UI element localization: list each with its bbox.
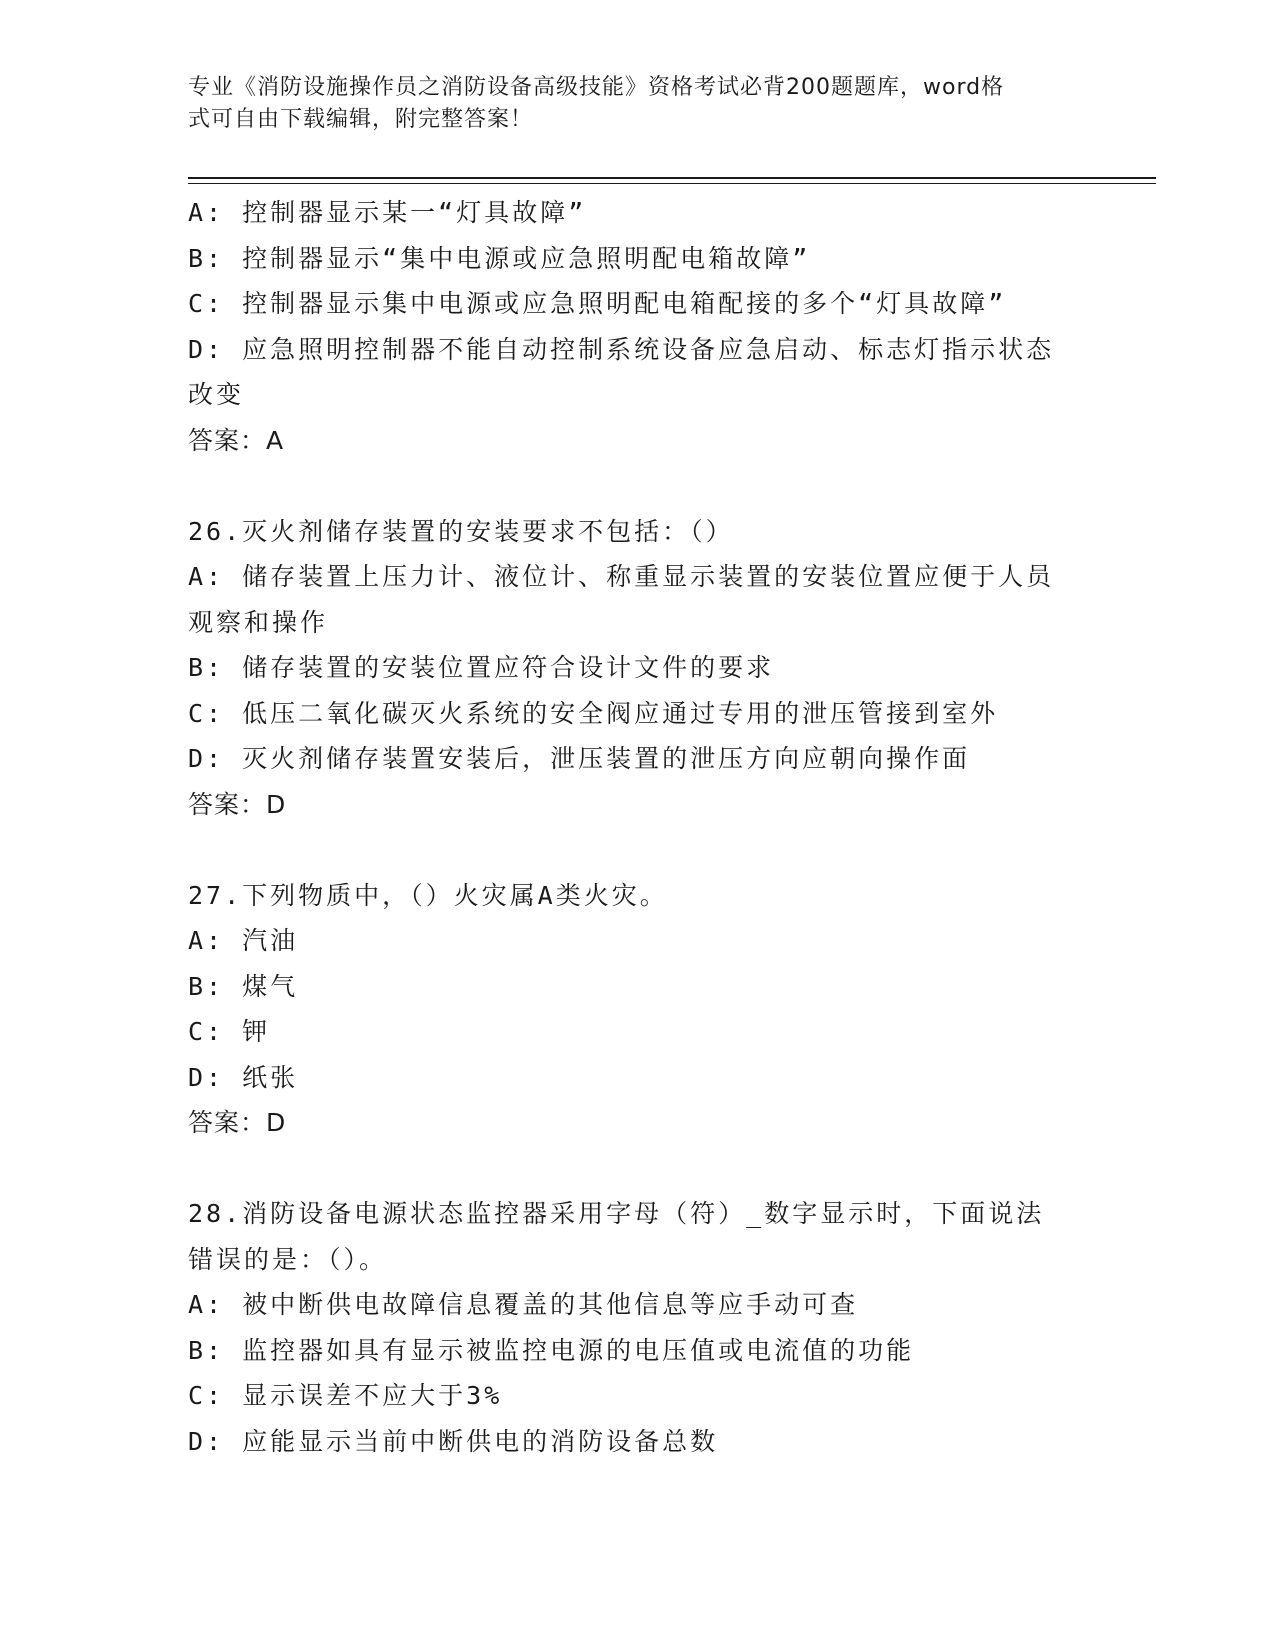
question-list bbox=[188, 190, 1088, 1464]
question-text: 27.下列物质中，（）火灾属A类火灾。 bbox=[188, 880, 668, 910]
option-b: B: 储存装置的安装位置应符合设计文件的要求 bbox=[188, 653, 775, 682]
question-text: 26.灭火剂储存装置的安装要求不包括：（） bbox=[188, 516, 734, 546]
question-block-28 bbox=[188, 1191, 1088, 1464]
option-a: A: 被中断供电故障信息覆盖的其他信息等应手动可查 bbox=[188, 1290, 859, 1319]
header-line-2: 式可自由下载编辑，附完整答案！ bbox=[188, 107, 534, 132]
option-d: D: 应能显示当前中断供电的消防设备总数 bbox=[188, 1426, 719, 1456]
spacer bbox=[188, 827, 1088, 873]
option-d: D: 灭火剂储存装置安装后，泄压装置的泄压方向应朝向操作面 bbox=[188, 744, 971, 773]
option-c: C: 低压二氧化碳灭火系统的安全阀应通过专用的泄压管接到室外 bbox=[188, 698, 999, 728]
answer-label: 答案：D bbox=[188, 1108, 287, 1137]
option-b: B: 监控器如具有显示被监控电源的电压值或电流值的功能 bbox=[188, 1335, 915, 1365]
option-d: D: 纸张 bbox=[188, 1062, 299, 1092]
option-a-continued: 观察和操作 bbox=[188, 607, 329, 637]
header-rule-thin bbox=[188, 183, 1156, 184]
option-b: B: 煤气 bbox=[188, 971, 299, 1001]
option-c: C: 显示误差不应大于3% bbox=[188, 1381, 503, 1410]
option-c: C: 控制器显示集中电源或应急照明配电箱配接的多个“灯具故障” bbox=[188, 289, 1007, 318]
header-line-1: 专业《消防设施操作员之消防设备高级技能》资格考试必背200题题库，word格 bbox=[188, 75, 1005, 100]
option-c: C: 钾 bbox=[188, 1017, 271, 1046]
question-text-continued: 错误的是：（）。 bbox=[188, 1244, 388, 1274]
spacer bbox=[188, 463, 1088, 509]
question-block-27 bbox=[188, 873, 1088, 1146]
option-b: B: 控制器显示“集中电源或应急照明配电箱故障” bbox=[188, 243, 811, 273]
header-rule-thick bbox=[188, 177, 1156, 179]
answer-label: 答案：A bbox=[188, 425, 285, 455]
spacer bbox=[188, 1146, 1088, 1192]
option-d-continued: 改变 bbox=[188, 380, 245, 409]
question-block-25 bbox=[188, 190, 1088, 463]
option-d: D: 应急照明控制器不能自动控制系统设备应急启动、标志灯指示状态 bbox=[188, 334, 1055, 364]
answer-label: 答案：D bbox=[188, 789, 287, 819]
question-block-26 bbox=[188, 509, 1088, 828]
document-header bbox=[188, 72, 1068, 136]
option-a: A: 储存装置上压力计、液位计、称重显示装置的安装位置应便于人员 bbox=[188, 562, 1055, 591]
option-a: A: 控制器显示某一“灯具故障” bbox=[188, 198, 587, 227]
option-a: A: 汽油 bbox=[188, 926, 299, 955]
question-text: 28.消防设备电源状态监控器采用字母（符）_数字显示时，下面说法 bbox=[188, 1199, 1045, 1228]
